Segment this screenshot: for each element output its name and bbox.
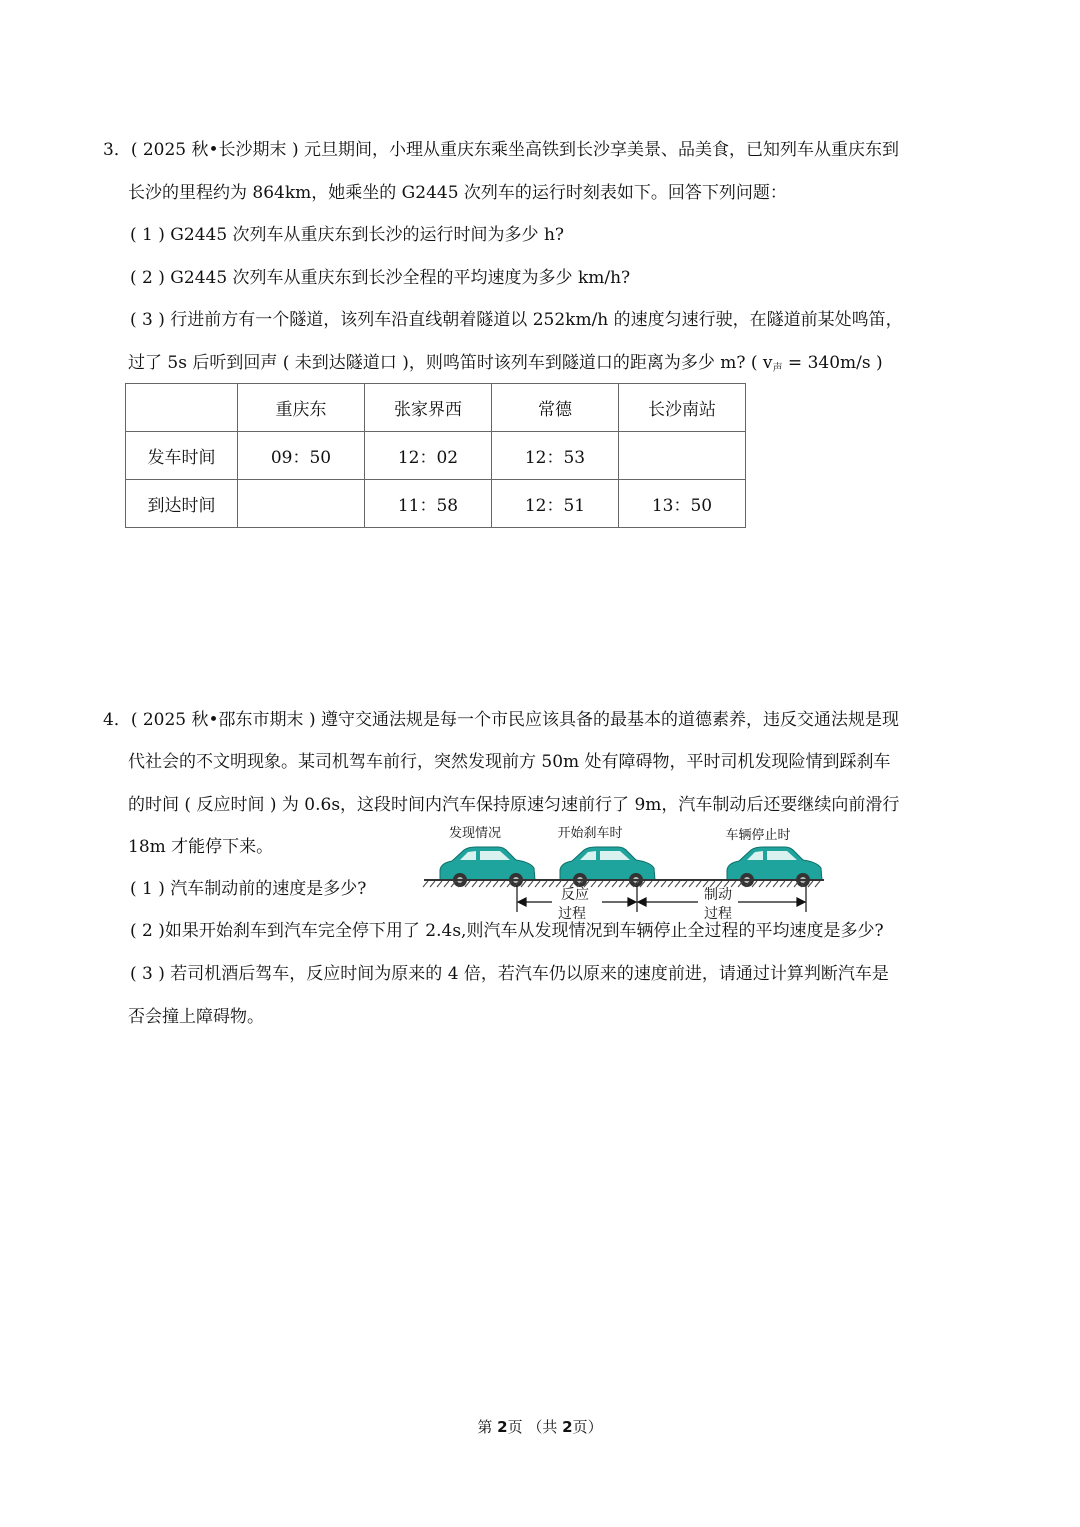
table-cell [238,480,365,528]
label-brake-start: 开始刹车时 [557,826,623,841]
table-cell [126,384,238,432]
q3-sub3-text-end: = 340m/s ) [782,353,883,373]
table-cell: 09：50 [238,432,365,480]
braking-process-diagram [420,820,830,930]
label-reaction-1: 反应 [561,887,589,903]
footer-text: 页 （共 [507,1418,563,1436]
train-timetable [125,383,746,528]
footer-text: 第 [477,1418,498,1436]
footer-total-pages: 2 [562,1418,573,1436]
label-braking-1: 制动 [704,887,732,903]
q4-sub-question-2: ( 2 )如果开始刹车到汽车完全停下用了 2.4s,则汽车从发现情况到车辆停止全过程的平均速度是多少? [130,921,884,941]
table-header-cell: 常德 [492,384,619,432]
road-ground [423,880,824,887]
table-cell: 12：53 [492,432,619,480]
table-row [126,480,746,528]
q3-sub-question-3-line-2 [128,350,883,382]
table-header-cell: 张家界西 [365,384,492,432]
table-header-cell: 重庆东 [238,384,365,432]
label-stop: 车辆停止时 [725,828,791,843]
table-row [126,432,746,480]
table-cell: 12：02 [365,432,492,480]
table-header-row [126,384,746,432]
q3-sub3-text: 过了 5s 后听到回声 ( 未到达隧道口 )，则鸣笛时该列车到隧道口的距离为多少 m? ( v [128,353,773,373]
table-cell [619,432,746,480]
table-row-label: 发车时间 [126,432,238,480]
q4-sub-question-1: ( 1 ) 汽车制动前的速度是多少? [130,879,367,899]
label-reaction-2: 过程 [558,906,586,922]
q3-sub-question-3-line-1: ( 3 ) 行进前方有一个隧道，该列车沿直线朝着隧道以 252km/h 的速度匀速行驶，在隧道前某处鸣笛， [130,310,903,330]
sound-subscript: 声 [772,363,783,374]
q4-line-2: 代社会的不文明现象。某司机驾车前行，突然发现前方 50m 处有障碍物，平时司机发现险情到踩刹车 [128,752,891,772]
table-cell: 11：58 [365,480,492,528]
q3-line-1: 3．( 2025 秋•长沙期末 ) 元旦期间，小理从重庆东乘坐高铁到长沙享美景、品美食，已知列车从重庆东到 [103,140,899,160]
table-cell: 12：51 [492,480,619,528]
footer-page-number: 2 [497,1418,508,1436]
table-row-label: 到达时间 [126,480,238,528]
table-cell: 13：50 [619,480,746,528]
page-footer [0,1416,1080,1438]
q4-sub-question-3-line-2: 否会撞上障碍物。 [128,1007,264,1027]
q4-line-1: 4．( 2025 秋•邵东市期末 ) 遵守交通法规是每一个市民应该具备的最基本的道德素养，违反交通法规是现 [103,710,899,730]
label-discover: 发现情况 [448,826,502,841]
q3-sub-question-2: ( 2 ) G2445 次列车从重庆东到长沙全程的平均速度为多少 km/h? [130,268,631,288]
footer-text: 页） [572,1418,603,1436]
q4-sub-question-3-line-1: ( 3 ) 若司机酒后驾车，反应时间为原来的 4 倍，若汽车仍以原来的速度前进，请通过计算判断汽车是 [130,964,889,984]
label-braking-2: 过程 [704,906,732,922]
table-header-cell: 长沙南站 [619,384,746,432]
q4-line-3: 的时间 ( 反应时间 ) 为 0.6s，这段时间内汽车保持原速匀速前行了 9m，汽车制动后还要继续向前滑行 [128,795,900,815]
q4-line-4: 18m 才能停下来。 [128,837,274,857]
q3-sub-question-1: ( 1 ) G2445 次列车从重庆东到长沙的运行时间为多少 h? [130,225,565,245]
q3-line-2: 长沙的里程约为 864km，她乘坐的 G2445 次列车的运行时刻表如下。回答下列问题： [128,183,787,203]
